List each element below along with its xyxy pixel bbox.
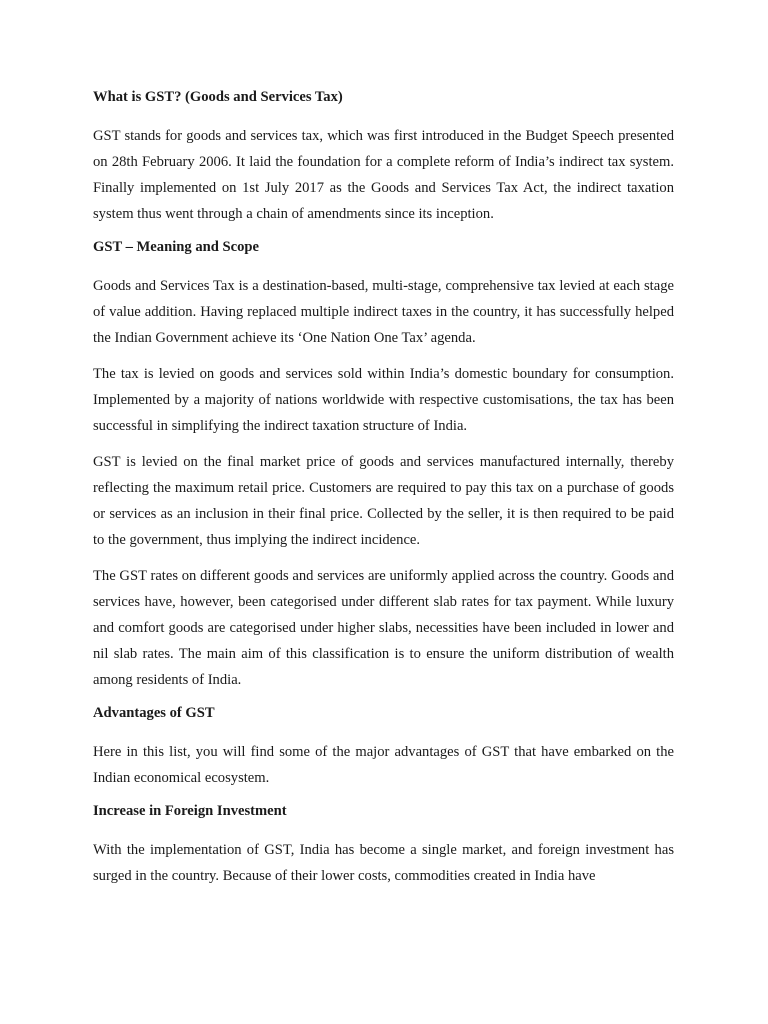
paragraph-foreign-investment: With the implementation of GST, India has become a single market, and foreign investment has surged in the country. Because of their lower costs, commodities created in India have [93,842,674,884]
paragraph-gst-introduction: GST stands for goods and services tax, which was first introduced in the Budget Speech presented on 28th February 2006. It laid the foundation for a complete reform of India’s indirect tax system. Finally implemented on 1st July 2017 as the Goods and Services Tax Act, the indirect taxation system thus went through a chain of amendments since its inception. [93,128,674,222]
section-heading-meaning-and-scope: GST – Meaning and Scope [93,239,259,255]
paragraph-final-market-price: GST is levied on the final market price of goods and services manufactured internally, thereby reflecting the maximum retail price. Customers are required to pay this tax on a purchase of goods or services as an inclusion in their final price. Collected by the seller, it is then required to be paid to the government, thus implying the indirect incidence. [93,454,674,548]
paragraph-destination-based-tax: Goods and Services Tax is a destination-based, multi-stage, comprehensive tax levied at each stage of value addition. Having replaced multiple indirect taxes in the country, it has successfully helped the Indian Government achieve its ‘One Nation One Tax’ agenda. [93,278,674,346]
document-page [93,87,674,899]
section-heading-what-is-gst: What is GST? (Goods and Services Tax) [93,89,343,105]
section-heading-foreign-investment: Increase in Foreign Investment [93,803,287,819]
section-heading-advantages: Advantages of GST [93,705,215,721]
paragraph-advantages-intro: Here in this list, you will find some of the major advantages of GST that have embarked on the Indian economical ecosystem. [93,744,674,786]
paragraph-domestic-boundary: The tax is levied on goods and services sold within India’s domestic boundary for consumption. Implemented by a majority of nations worldwide with respective customisations, the tax has been successful in simplifying the indirect taxation structure of India. [93,366,674,434]
paragraph-gst-rates: The GST rates on different goods and services are uniformly applied across the country. Goods and services have, however, been categorised under different slab rates for tax payment. While luxury and comfort goods are categorised under higher slabs, necessities have been included in lower and nil slab rates. The main aim of this classification is to ensure the uniform distribution of wealth among residents of India. [93,568,674,688]
